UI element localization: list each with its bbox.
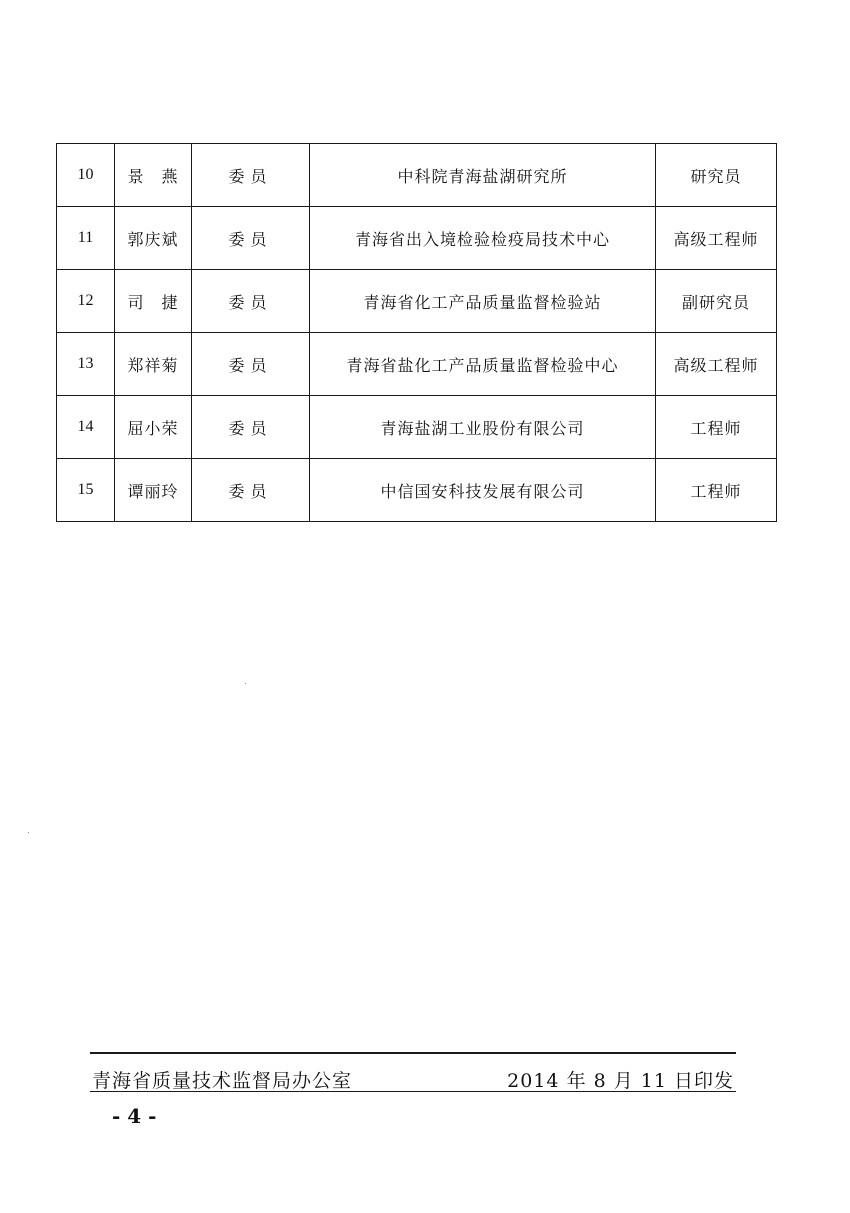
row-number: 11	[57, 207, 115, 270]
member-name: 屈小荣	[115, 396, 192, 459]
footer-bottom-rule	[90, 1091, 736, 1092]
member-name: 郭庆斌	[115, 207, 192, 270]
member-name: 谭丽玲	[115, 459, 192, 522]
table-row	[57, 207, 777, 270]
member-table	[56, 143, 777, 522]
member-organization: 中科院青海盐湖研究所	[310, 144, 656, 207]
row-number: 14	[57, 396, 115, 459]
member-title: 高级工程师	[656, 207, 777, 270]
member-organization: 青海省化工产品质量监督检验站	[310, 270, 656, 333]
scan-speck	[28, 832, 29, 833]
member-organization: 中信国安科技发展有限公司	[310, 459, 656, 522]
table-row	[57, 396, 777, 459]
member-name: 景 燕	[115, 144, 192, 207]
member-role: 委员	[192, 396, 310, 459]
member-name: 司 捷	[115, 270, 192, 333]
member-title: 副研究员	[656, 270, 777, 333]
page-number: - 4 -	[112, 1104, 157, 1128]
member-title: 工程师	[656, 459, 777, 522]
member-role: 委员	[192, 459, 310, 522]
row-number: 12	[57, 270, 115, 333]
row-number: 15	[57, 459, 115, 522]
table-row	[57, 333, 777, 396]
member-organization: 青海省出入境检验检疫局技术中心	[310, 207, 656, 270]
table-row	[57, 270, 777, 333]
footer-top-rule	[90, 1052, 736, 1054]
issuing-office: 青海省质量技术监督局办公室	[92, 1070, 353, 1092]
member-role: 委员	[192, 270, 310, 333]
member-organization: 青海省盐化工产品质量监督检验中心	[310, 333, 656, 396]
row-number: 10	[57, 144, 115, 207]
member-organization: 青海盐湖工业股份有限公司	[310, 396, 656, 459]
member-role: 委员	[192, 333, 310, 396]
member-title: 研究员	[656, 144, 777, 207]
member-title: 高级工程师	[656, 333, 777, 396]
member-role: 委员	[192, 144, 310, 207]
member-title: 工程师	[656, 396, 777, 459]
member-name: 郑祥菊	[115, 333, 192, 396]
row-number: 13	[57, 333, 115, 396]
scan-speck	[245, 683, 246, 684]
member-role: 委员	[192, 207, 310, 270]
issue-date: 2014 年 8 月 11 日印发	[507, 1070, 734, 1092]
table-row	[57, 144, 777, 207]
table-row	[57, 459, 777, 522]
